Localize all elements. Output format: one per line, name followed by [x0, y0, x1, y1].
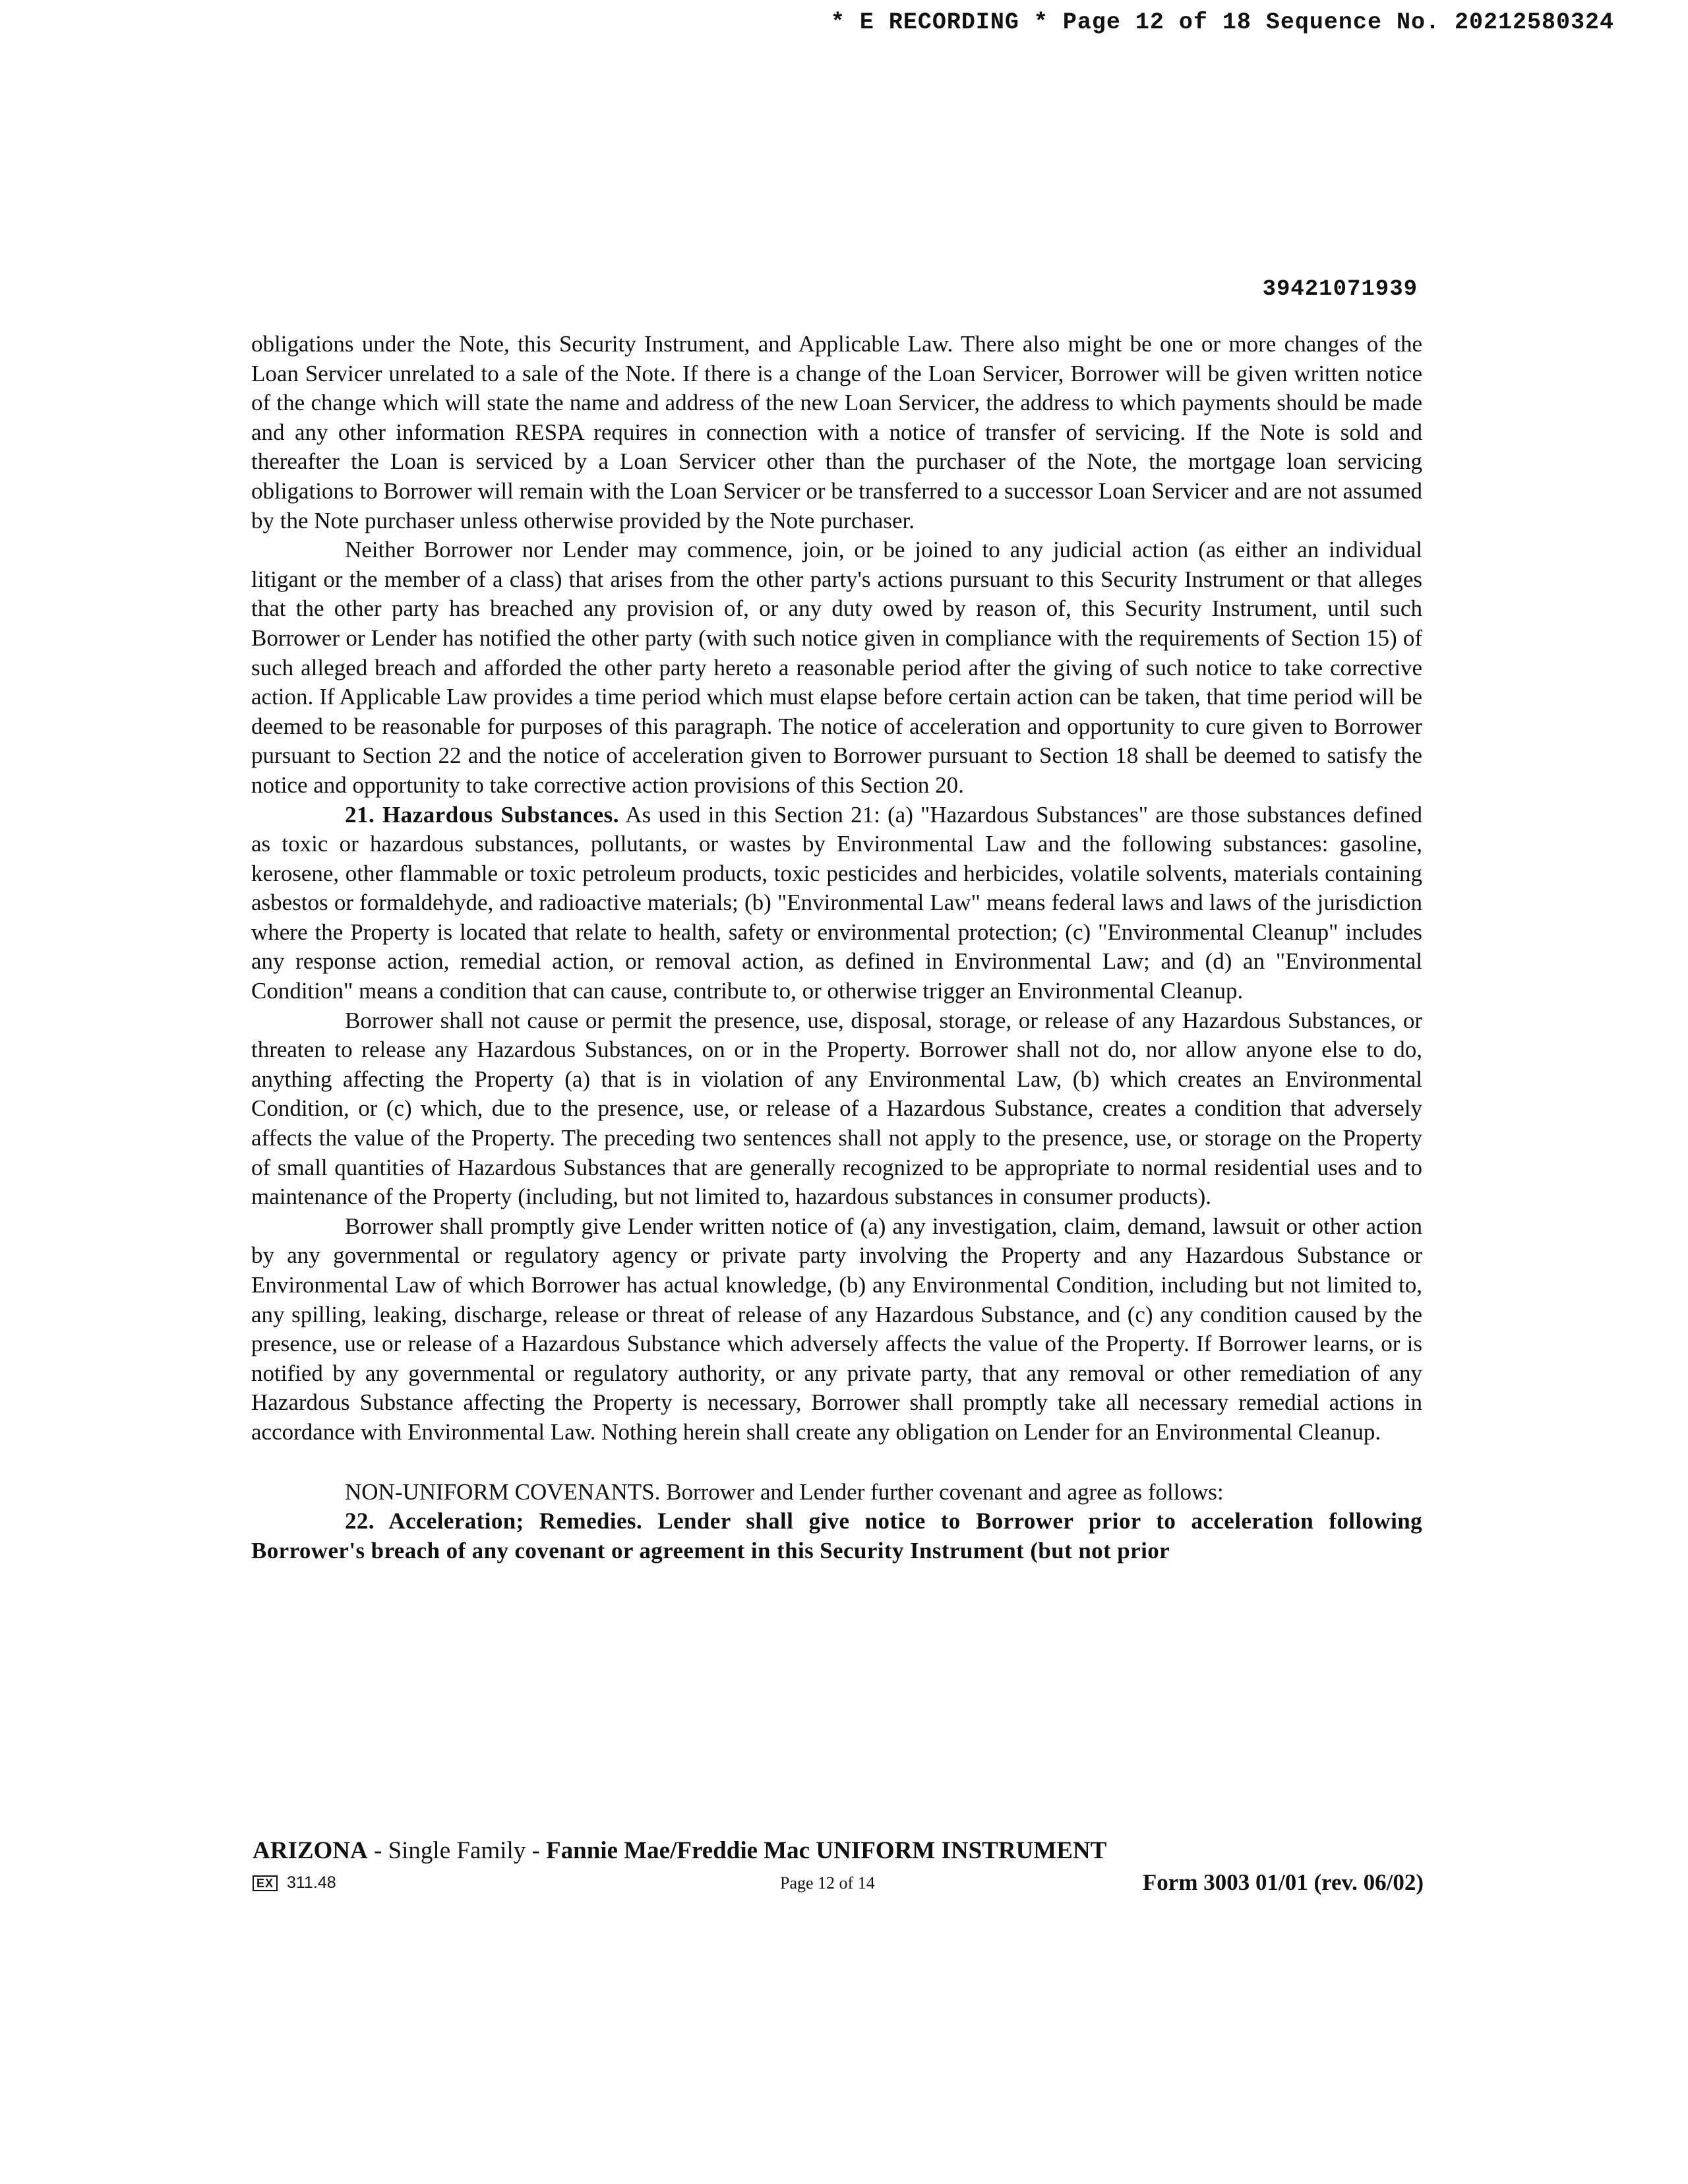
form-code: 311.48	[287, 1873, 336, 1892]
loan-number: 39421071939	[1262, 277, 1418, 302]
section-21-heading: 21. Hazardous Substances.	[345, 801, 620, 828]
paragraph-gap	[251, 1447, 1422, 1478]
instrument-title	[253, 1836, 1424, 1866]
instrument-state: ARIZONA	[253, 1837, 368, 1864]
page-footer	[253, 1836, 1424, 1901]
section-21-body: As used in this Section 21: (a) "Hazardous Substances" are those substances defined as toxic or hazardous substances, pollutants, or wastes by Environmental Law and the following substances: gasoline, kerosene, other flammable or toxic petroleum products, toxic pesticides and herbicides, volatile solvents, materials containing asbestos or formaldehyde, and radioactive materials; (b) "Environmental Law" means federal laws and laws of the jurisdiction where the Property is located that relate to health, safety or environmental protection; (c) "Environmental Cleanup" includes any response action, remedial action, or removal action, as defined in Environmental Law; and (d) an "Environmental Condition" means a condition that can cause, contribute to, or otherwise trigger an Environmental Cleanup.	[251, 801, 1423, 1004]
footer-row	[253, 1868, 1424, 1901]
document-body	[251, 330, 1422, 1565]
instrument-type: - Single Family -	[367, 1837, 547, 1864]
form-number: Form 3003 01/01 (rev. 06/02)	[1142, 1869, 1424, 1895]
section-22-paragraph: 22. Acceleration; Remedies. Lender shall give notice to Borrower prior to acceleration following Borrower's breach of any covenant or agreement in this Security Instrument (but not prior	[251, 1508, 1422, 1563]
paragraph-judicial-action: Neither Borrower nor Lender may commence, join, or be joined to any judicial action (as either an individual litigant or the member of a class) that arises from the other party's actions pursuant to this Security Instrument or that alleges that the other party has breached any provision of, or any duty owed by reason of, this Security Instrument, until such Borrower or Lender has notified the other party (with such notice given in compliance with the requirements of Section 15) of such alleged breach and afforded the other party hereto a reasonable period after the giving of such notice to take corrective action. If Applicable Law provides a time period which must elapse before certain action can be taken, that time period will be deemed to be reasonable for purposes of this paragraph. The notice of acceleration and opportunity to cure given to Borrower pursuant to Section 22 and the notice of acceleration given to Borrower pursuant to Section 18 shall be deemed to satisfy the notice and opportunity to take corrective action provisions of this Section 20.	[251, 537, 1422, 798]
instrument-name: Fannie Mae/Freddie Mac UNIFORM INSTRUMENT	[546, 1837, 1107, 1864]
page-number: Page 12 of 14	[780, 1873, 875, 1893]
paragraph-hazardous-presence: Borrower shall not cause or permit the presence, use, disposal, storage, or release of any Hazardous Substances, or threaten to release any Hazardous Substances, on or in the Property. Borrower shall not do, nor allow anyone else to do, anything affecting the Property (a) that is in violation of any Environmental Law, (b) which creates an Environmental Condition, or (c) which, due to the presence, use, or release of a Hazardous Substance, creates a condition that adversely affects the value of the Property. The preceding two sentences shall not apply to the presence, use, or storage on the Property of small quantities of Hazardous Substances that are generally recognized to be appropriate to normal residential uses and to maintenance of the Property (including, but not limited to, hazardous substances in consumer products).	[251, 1007, 1422, 1210]
ex-logo-icon: EX	[253, 1875, 278, 1891]
paragraph-servicer-obligations: obligations under the Note, this Security Instrument, and Applicable Law. There also might be one or more changes of the Loan Servicer unrelated to a sale of the Note. If there is a change of the Loan Servicer, Borrower will be given written notice of the change which will state the name and address of the new Loan Servicer, the address to which payments should be made and any other information RESPA requires in connection with a notice of transfer of servicing. If the Note is sold and thereafter the Loan is serviced by a Loan Servicer other than the purchaser of the Note, the mortgage loan servicing obligations to Borrower will remain with the Loan Servicer or be transferred to a successor Loan Servicer and are not assumed by the Note purchaser unless otherwise provided by the Note purchaser.	[251, 331, 1422, 533]
form-code-group	[253, 1873, 336, 1893]
paragraph-hazardous-notice: Borrower shall promptly give Lender written notice of (a) any investigation, claim, demand, lawsuit or other action by any governmental or regulatory agency or private party involving the Property and any Hazardous Substance or Environmental Law of which Borrower has actual knowledge, (b) any Environmental Condition, including but not limited to, any spilling, leaking, discharge, release or threat of release of any Hazardous Substance, and (c) any condition caused by the presence, use or release of a Hazardous Substance which adversely affects the value of the Property. If Borrower learns, or is notified by any governmental or regulatory authority, or any private party, that any removal or other remediation of any Hazardous Substance affecting the Property is necessary, Borrower shall promptly take all necessary remedial actions in accordance with Environmental Law. Nothing herein shall create any obligation on Lender for an Environmental Cleanup.	[251, 1213, 1422, 1445]
non-uniform-covenants: NON-UNIFORM COVENANTS. Borrower and Lender further covenant and agree as follows:	[345, 1478, 1224, 1505]
section-21-paragraph	[251, 801, 1422, 1006]
recording-header: * E RECORDING * Page 12 of 18 Sequence No. 20212580324	[830, 9, 1614, 36]
